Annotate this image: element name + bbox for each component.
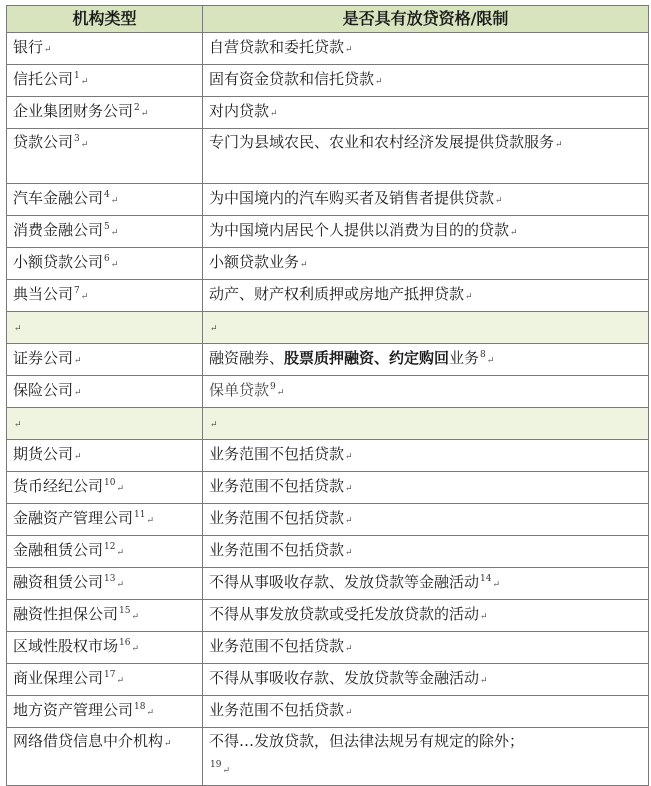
paragraph-mark-icon: ↵	[465, 292, 473, 302]
paragraph-mark-icon: ↵	[210, 420, 218, 430]
paragraph-mark-icon: ↵	[345, 644, 353, 654]
footnote-ref[interactable]: 14	[480, 574, 492, 584]
qualification-cell	[203, 216, 649, 248]
qualification-text: 不得从事吸收存款、发放贷款等金融活动	[209, 669, 480, 687]
table-header-row	[7, 6, 649, 33]
paragraph-mark-icon: ↵	[300, 260, 308, 270]
institution-type: 货币经纪公司	[13, 477, 104, 495]
paragraph-mark-icon: ↵	[131, 644, 140, 654]
paragraph-mark-icon: ↵	[80, 292, 89, 302]
table-row-empty	[7, 312, 649, 344]
qualification-cell	[203, 97, 649, 129]
paragraph-mark-icon: ↵	[495, 196, 503, 206]
paragraph-mark-icon: ↵	[140, 109, 149, 119]
institution-type-cell	[7, 568, 203, 600]
table-row	[7, 184, 649, 216]
qualification-text: 业务范围不包括贷款	[209, 701, 345, 719]
paragraph-mark-icon: ↵	[14, 324, 22, 334]
institution-type-cell	[7, 97, 203, 129]
institution-type: 区域性股权市场	[13, 637, 119, 655]
table-row	[7, 216, 649, 248]
paragraph-mark-icon: ↵	[375, 77, 383, 87]
institution-type-cell	[7, 312, 203, 344]
footnote-ref[interactable]: 4	[104, 190, 110, 200]
table-row	[7, 33, 649, 65]
table-row	[7, 536, 649, 568]
paragraph-mark-icon: ↵	[80, 140, 89, 150]
qualification-text: 业务范围不包括贷款	[209, 637, 345, 655]
table-row	[7, 97, 649, 129]
table-row	[7, 344, 649, 376]
qualification-text: 自营贷款和委托贷款	[209, 38, 345, 56]
qualification-text: 业务范围不包括贷款	[209, 445, 345, 463]
institution-type-cell	[7, 344, 203, 376]
header-lending-qualification: 是否具有放贷资格/限制	[203, 6, 649, 33]
qualification-cell	[203, 600, 649, 632]
institution-type-cell	[7, 664, 203, 696]
institution-type: 融资租赁公司	[13, 573, 104, 591]
institution-type-cell	[7, 376, 203, 408]
footnote-ref[interactable]: 7	[74, 286, 80, 296]
table-row	[7, 632, 649, 664]
qualification-cell	[203, 129, 649, 184]
header-institution-type: 机构类型	[7, 6, 203, 33]
paragraph-mark-icon: ↵	[222, 766, 230, 776]
qualification-cell	[203, 536, 649, 568]
paragraph-mark-icon: ↵	[270, 109, 278, 119]
table-row	[7, 568, 649, 600]
paragraph-mark-icon: ↵	[116, 676, 125, 686]
institution-type: 消费金融公司	[13, 221, 104, 239]
qualification-cell	[203, 664, 649, 696]
institution-type-cell	[7, 632, 203, 664]
qualification-text: 动产、财产权利质押或房地产抵押贷款	[209, 285, 465, 303]
qualification-cell	[203, 440, 649, 472]
institution-type-cell	[7, 536, 203, 568]
footnote-ref[interactable]: 19	[210, 760, 222, 770]
paragraph-mark-icon: ↵	[116, 580, 125, 590]
footnote-ref[interactable]: 18	[134, 702, 146, 712]
table-row-empty	[7, 408, 649, 440]
table-row	[7, 472, 649, 504]
footnote-ref[interactable]: 9	[270, 382, 276, 392]
institution-type: 期货公司	[13, 445, 74, 463]
paragraph-mark-icon: ↵	[345, 516, 353, 526]
institution-type-cell	[7, 408, 203, 440]
institution-type-cell	[7, 504, 203, 536]
institution-type: 贷款公司	[13, 133, 74, 151]
institution-type: 银行	[13, 38, 44, 56]
qualification-cell	[203, 65, 649, 97]
paragraph-mark-icon: ↵	[110, 196, 119, 206]
institution-type: 小额贷款公司	[13, 253, 104, 271]
qualification-text: 保单贷款	[209, 381, 270, 399]
institution-type-cell	[7, 600, 203, 632]
table-row	[7, 376, 649, 408]
institution-type: 网络借贷信息中介机构	[13, 732, 164, 750]
institution-type: 企业集团财务公司	[13, 102, 134, 120]
qualification-cell	[203, 376, 649, 408]
institution-type-cell	[7, 184, 203, 216]
paragraph-mark-icon: ↵	[480, 676, 488, 686]
paragraph-mark-icon: ↵	[345, 548, 353, 558]
qualification-cell	[203, 568, 649, 600]
paragraph-mark-icon: ↵	[80, 77, 89, 87]
institution-type: 汽车金融公司	[13, 189, 104, 207]
qualification-cell	[203, 632, 649, 664]
institution-type: 典当公司	[13, 285, 74, 303]
paragraph-mark-icon: ↵	[510, 228, 518, 238]
table-row	[7, 504, 649, 536]
table-row	[7, 728, 649, 786]
lending-qualification-table	[6, 5, 649, 786]
paragraph-mark-icon: ↵	[555, 140, 563, 150]
paragraph-mark-icon: ↵	[74, 452, 82, 462]
paragraph-mark-icon: ↵	[480, 612, 488, 622]
qualification-text-post: 业务	[449, 349, 480, 367]
paragraph-mark-icon: ↵	[74, 388, 82, 398]
institution-type-cell	[7, 440, 203, 472]
paragraph-mark-icon: ↵	[146, 708, 155, 718]
paragraph-mark-icon: ↵	[44, 45, 52, 55]
qualification-cell	[203, 472, 649, 504]
qualification-text: 业务范围不包括贷款	[209, 509, 345, 527]
institution-type-cell	[7, 216, 203, 248]
table-row	[7, 248, 649, 280]
qualification-cell	[203, 33, 649, 65]
qualification-cell	[203, 696, 649, 728]
institution-type: 金融租赁公司	[13, 541, 104, 559]
paragraph-mark-icon: ↵	[345, 484, 353, 494]
paragraph-mark-icon: ↵	[146, 516, 155, 526]
qualification-text: 固有资金贷款和信托贷款	[209, 70, 375, 88]
footnote-ref[interactable]: 12	[104, 542, 116, 552]
table-row	[7, 664, 649, 696]
paragraph-mark-icon: ↵	[131, 612, 140, 622]
paragraph-mark-icon: ↵	[110, 228, 119, 238]
qualification-text: 专门为县域农民、农业和农村经济发展提供贷款服务	[209, 133, 555, 151]
qualification-text-pre: 融资融券、	[209, 349, 285, 367]
qualification-cell	[203, 184, 649, 216]
institution-type-cell	[7, 33, 203, 65]
institution-type: 金融资产管理公司	[13, 509, 134, 527]
institution-type-cell	[7, 696, 203, 728]
paragraph-mark-icon: ↵	[74, 356, 82, 366]
qualification-cell	[203, 248, 649, 280]
table-row	[7, 696, 649, 728]
paragraph-mark-icon: ↵	[210, 324, 218, 334]
qualification-text: 对内贷款	[209, 102, 270, 120]
table-row	[7, 280, 649, 312]
institution-type-cell	[7, 472, 203, 504]
qualification-cell	[203, 344, 649, 376]
qualification-text: 不得从事吸收存款、发放贷款等金融活动	[209, 573, 480, 591]
institution-type-cell	[7, 65, 203, 97]
footnote-ref[interactable]: 3	[74, 134, 80, 144]
paragraph-mark-icon: ↵	[276, 388, 285, 398]
footnote-ref[interactable]: 2	[134, 103, 140, 113]
footnote-ref[interactable]: 15	[119, 606, 131, 616]
footnote-ref[interactable]: 16	[119, 638, 131, 648]
paragraph-mark-icon: ↵	[110, 260, 119, 270]
table-row	[7, 600, 649, 632]
footnote-ref[interactable]: 1	[74, 71, 80, 81]
institution-type: 融资性担保公司	[13, 605, 119, 623]
table-row	[7, 440, 649, 472]
paragraph-mark-icon: ↵	[164, 739, 172, 749]
qualification-text: 业务范围不包括贷款	[209, 477, 345, 495]
institution-type: 信托公司	[13, 70, 74, 88]
institution-type-cell	[7, 728, 203, 786]
footnote-ref[interactable]: 11	[134, 510, 146, 520]
paragraph-mark-icon: ↵	[116, 548, 125, 558]
paragraph-mark-icon: ↵	[492, 580, 501, 590]
paragraph-mark-icon: ↵	[345, 452, 353, 462]
qualification-text: 为中国境内的汽车购买者及销售者提供贷款	[209, 189, 495, 207]
paragraph-mark-icon: ↵	[14, 420, 22, 430]
qualification-text: 业务范围不包括贷款	[209, 541, 345, 559]
qualification-text: 小额贷款业务	[209, 253, 300, 271]
institution-type-cell	[7, 129, 203, 184]
qualification-cell	[203, 504, 649, 536]
paragraph-mark-icon: ↵	[345, 708, 353, 718]
qualification-cell	[203, 312, 649, 344]
institution-type: 保险公司	[13, 381, 74, 399]
paragraph-mark-icon: ↵	[345, 45, 353, 55]
institution-type-cell	[7, 280, 203, 312]
institution-type: 地方资产管理公司	[13, 701, 134, 719]
qualification-text-bold: 股票质押融资、约定购回	[284, 349, 450, 367]
footnote-ref[interactable]: 8	[480, 350, 486, 360]
footnote-ref[interactable]: 10	[104, 478, 116, 488]
qualification-text: 不得从事发放贷款或受托发放贷款的活动	[209, 605, 480, 623]
table-row	[7, 65, 649, 97]
paragraph-mark-icon: ↵	[116, 484, 125, 494]
footnote-ref[interactable]: 17	[104, 670, 116, 680]
qualification-text: 不得…发放贷款，但法律法规另有规定的除外；	[209, 732, 525, 750]
footnote-ref[interactable]: 5	[104, 222, 110, 232]
qualification-cell	[203, 280, 649, 312]
qualification-cell	[203, 408, 649, 440]
paragraph-mark-icon: ↵	[486, 356, 495, 366]
institution-type-cell	[7, 248, 203, 280]
footnote-ref[interactable]: 6	[104, 254, 110, 264]
table-row	[7, 129, 649, 184]
qualification-cell	[203, 728, 649, 786]
qualification-text: 为中国境内居民个人提供以消费为目的的贷款	[209, 221, 510, 239]
footnote-ref[interactable]: 13	[104, 574, 116, 584]
institution-type: 商业保理公司	[13, 669, 104, 687]
institution-type: 证券公司	[13, 349, 74, 367]
